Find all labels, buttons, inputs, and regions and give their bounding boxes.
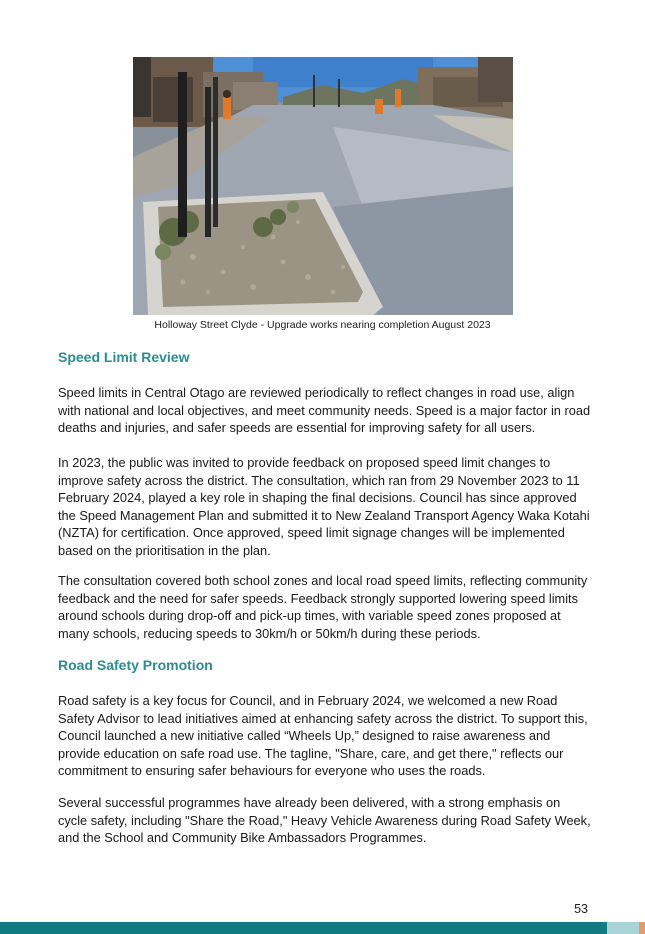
footer-bar [0, 922, 645, 934]
section-heading-road-safety-promotion: Road Safety Promotion [58, 657, 213, 673]
page-number: 53 [574, 902, 588, 916]
footer-accent [607, 922, 639, 934]
photo-caption: Holloway Street Clyde - Upgrade works nearing completion August 2023 [154, 319, 491, 331]
footer-accent-secondary [639, 922, 645, 934]
section-heading-speed-limit-review: Speed Limit Review [58, 349, 190, 365]
speed-limit-paragraph-2: In 2023, the public was invited to provide feedback on proposed speed limit changes to improve safety across the district. The consultation, which ran from 29 November 2023 to 11 February 2024, played a key role in shaping the final decisions. Council has since approved the Speed Management Plan and submitted it to New Zealand Transport Agency Waka Kotahi (NZTA) for certification. Once approved, speed limit signage changes will be implemented based on the prioritisation in the plan. [58, 455, 590, 558]
road-safety-paragraph-1: Road safety is a key focus for Council, and in February 2024, we welcomed a new Road Safety Advisor to lead initiatives aimed at enhancing safety across the district. To support this, Council launched a new initiative called “Wheels Up,” designed to raise awareness and provide education on safe road use. The tagline, "Share, care, and get there," reflects our commitment to ensuring safer behaviours for everyone who uses the roads. [58, 693, 588, 779]
road-safety-paragraph-2: Several successful programmes have already been delivered, with a strong emphasis on cycle safety, including "Share the Road," Heavy Vehicle Awareness during Road Safety Week, and the School and Community Bike Ambassadors Programmes. [58, 795, 591, 846]
street-upgrade-photo [133, 57, 513, 315]
speed-limit-paragraph-1: Speed limits in Central Otago are reviewed periodically to reflect changes in road use, align with national and local objectives, and meet community needs. Speed is a major factor in road deaths and injuries, and safer speeds are essential for improving safety for all users. [58, 385, 591, 436]
speed-limit-paragraph-3: The consultation covered both school zones and local road speed limits, reflecting community feedback and the need for safer speeds. Feedback strongly supported lowering speed limits around schools during drop-off and pick-up times, with variable speed zones proposed at many schools, reducing speeds to 30km/h or 50km/h during these periods. [58, 573, 588, 641]
